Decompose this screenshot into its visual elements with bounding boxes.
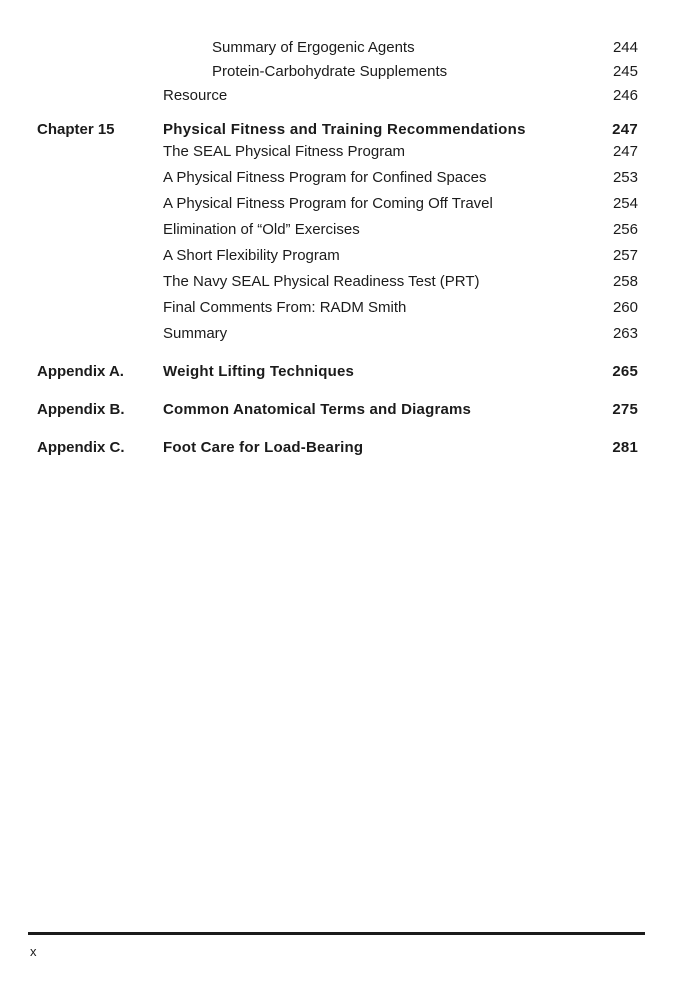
toc-row [37,362,638,382]
toc-entry-title: A Short Flexibility Program [163,247,340,264]
toc-entry-label: Appendix B. [37,401,125,418]
toc-entry-page: 246 [612,87,638,104]
toc-row [37,438,638,458]
toc-row [37,246,638,266]
toc-row [37,168,638,188]
toc-entry-title: The Navy SEAL Physical Readiness Test (PRT) [163,273,480,290]
toc-entry-title: Summary of Ergogenic Agents [212,39,415,56]
toc-entry-page: 258 [612,273,638,290]
toc-entry-title: The SEAL Physical Fitness Program [163,143,406,160]
toc-entry-page: 256 [612,221,638,238]
toc-entry-page: 245 [612,63,638,80]
toc-entry-label: Appendix A. [37,363,124,380]
toc-row [37,400,638,420]
toc-entry-title: Physical Fitness and Training Recommendations [163,121,526,138]
toc-row [37,272,638,292]
toc-row [37,324,638,344]
toc-row [37,38,638,58]
toc-row [37,86,638,106]
toc-row [37,298,638,318]
toc-row [37,194,638,214]
toc-list [37,38,638,458]
footer-rule [28,932,645,935]
toc-entry-page: 247 [612,121,638,138]
toc-entry-page: 281 [612,439,638,456]
toc-entry-label: Appendix C. [37,439,125,456]
toc-row [37,220,638,240]
toc-entry-title: Summary [163,325,228,342]
toc-entry-page: 244 [612,39,638,56]
toc-entry-title: Common Anatomical Terms and Diagrams [163,401,472,418]
toc-entry-title: Weight Lifting Techniques [163,363,355,380]
toc-entry-label: Chapter 15 [37,121,115,138]
toc-entry-page: 265 [612,363,638,380]
toc-entry-page: 257 [612,247,638,264]
toc-entry-page: 254 [612,195,638,212]
toc-entry-title: Resource [163,87,228,104]
toc-entry-page: 275 [612,401,638,418]
toc-entry-title: Foot Care for Load-Bearing [163,439,364,456]
toc-entry-title: A Physical Fitness Program for Confined Spaces [163,169,487,186]
toc-entry-title: A Physical Fitness Program for Coming Off Travel [163,195,493,212]
toc-row [37,142,638,162]
toc-entry-title: Elimination of “Old” Exercises [163,221,360,238]
toc-entry-title: Protein-Carbohydrate Supplements [212,63,448,80]
toc-entry-title: Final Comments From: RADM Smith [163,299,407,316]
toc-entry-page: 247 [612,143,638,160]
toc-entry-page: 263 [612,325,638,342]
toc-entry-page: 253 [612,169,638,186]
toc-row [37,120,638,140]
toc-row [37,62,638,82]
toc-entry-page: 260 [612,299,638,316]
footer-page-number: x [30,944,37,959]
